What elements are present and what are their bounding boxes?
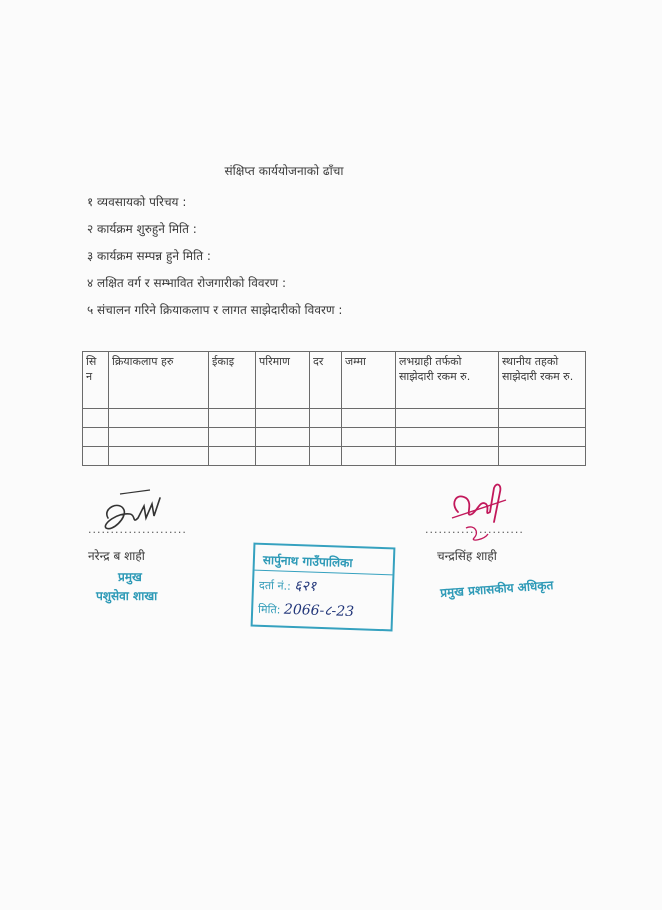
signature-line-right: ...................... [425, 523, 524, 536]
activity-cost-table [82, 351, 586, 466]
col-unit: ईकाइ [209, 352, 256, 409]
item-end-date: ३ कार्यक्रम सम्पन्न हुने मिति : [87, 249, 211, 263]
signature-line-left: ...................... [88, 523, 187, 536]
item-target-group: ४ लक्षित वर्ग र सम्भावित रोजगारीको विवरण : [87, 276, 287, 290]
stamp-date-label: मिति: [257, 602, 281, 617]
stamp-office-name: सार्पुनाथ गाउँपालिका [262, 552, 353, 571]
table-header-row [83, 352, 586, 409]
signature-left-mark [100, 488, 170, 538]
left-stamp-dept: पशुसेवा शाखा [96, 589, 158, 603]
col-local-share: स्थानीय तहको साझेदारी रकम रु. [499, 352, 586, 409]
right-signer-name: चन्द्रसिंह शाही [437, 549, 497, 563]
right-stamp-title: प्रमुख प्रशासकीय अधिकृत [439, 578, 554, 600]
col-activity: क्रियाकलाप हरु [109, 352, 209, 409]
left-signer-name: नरेन्द्र ब शाही [88, 549, 145, 563]
office-registration-stamp [251, 543, 396, 632]
left-stamp-title: प्रमुख [118, 570, 142, 584]
document-title: संक्षिप्त कार्ययोजनाको ढाँचा [224, 164, 344, 178]
col-quantity: परिमाण [256, 352, 310, 409]
table-row [83, 447, 586, 466]
item-start-date: २ कार्यक्रम शुरुहुने मिति : [87, 222, 197, 236]
col-rate: दर [310, 352, 342, 409]
stamp-date-row [258, 599, 355, 621]
stamp-number-label: दर्ता नं.: [258, 578, 291, 593]
stamp-date-value: 2066-८-23 [283, 601, 355, 621]
table-row [83, 428, 586, 447]
item-business-intro: १ व्यवसायको परिचय : [87, 195, 187, 209]
col-total: जम्मा [342, 352, 396, 409]
signature-right-mark [444, 478, 514, 546]
item-activities-cost: ५ संचालन गरिने क्रियाकलाप र लागत साझेदारीको विवरण : [87, 303, 343, 317]
table-row [83, 409, 586, 428]
stamp-number-value: ६२१ [294, 578, 317, 595]
col-beneficiary-share: लभग्राही तर्फको साझेदारी रकम रु. [396, 352, 499, 409]
col-serial: सि न [83, 352, 109, 409]
stamp-number-row [259, 575, 317, 596]
